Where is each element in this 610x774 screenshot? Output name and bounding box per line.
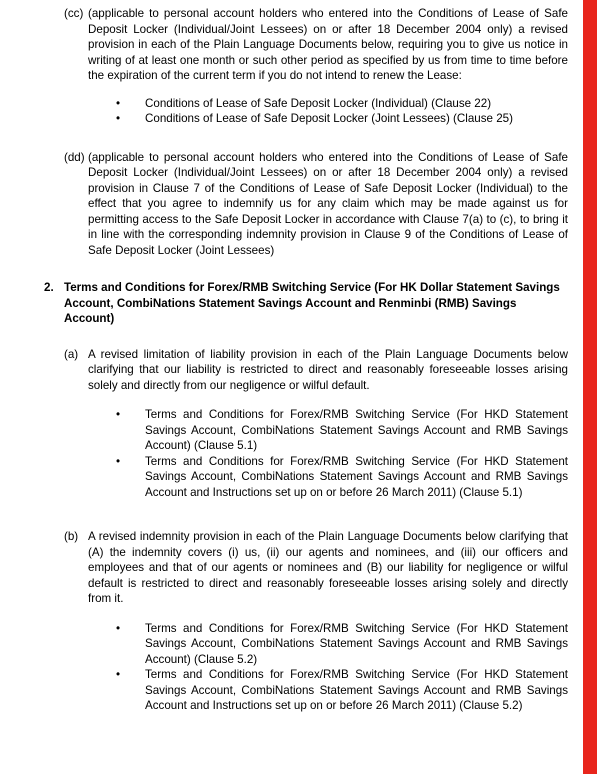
clause-marker: (a) <box>64 347 79 361</box>
bullet-icon: • <box>116 454 121 468</box>
page-accent-bar <box>583 0 597 774</box>
list-item <box>0 621 583 668</box>
document-content <box>0 6 583 728</box>
clause-cc <box>0 6 583 84</box>
clause-text: A revised indemnity provision in each of the Plain Language Documents below clarifying that (A) the indemnity covers (i) us, (ii) our agents and nominees, and (iii) our officers and employees and that of our agents or nominees and (B) our liability for negligence or wilful default is restricted to direct and reasonably foreseeable losses arising solely and directly from it. <box>88 530 568 605</box>
clause-text: A revised limitation of liability provision in each of the Plain Language Documents below clarifying that our liability is restricted to direct and reasonably foreseeable losses arising solely and directly from our negligence or wilful default. <box>88 347 568 392</box>
list-item-label: Terms and Conditions for Forex/RMB Switching Service (For HKD Statement Savings Account, CombiNations Statement Savings Account and RMB Savings Account and Instructions set up on or before 26 March 2011) (Clause 5.2) <box>145 668 568 712</box>
list-item <box>0 667 583 714</box>
section-title: Terms and Conditions for Forex/RMB Switching Service (For HK Dollar Statement Savings Account, CombiNations Statement Savings Account and Renminbi (RMB) Savings Account) <box>64 281 560 325</box>
spacer <box>0 514 583 529</box>
list-item-label: Conditions of Lease of Safe Deposit Locker (Joint Lessees) (Clause 25) <box>145 112 513 125</box>
clause-marker: (cc) <box>64 7 84 20</box>
section-number: 2. <box>44 281 54 294</box>
clause-b-bullet-list <box>0 621 583 714</box>
list-item <box>0 454 583 501</box>
clause-text: (applicable to personal account holders who entered into the Conditions of Lease of Safe Deposit Locker (Individual/Joint Lessees) on or after 18 December 2004 only) a revised provision in Clause 7 of the Conditions of Lease of Safe Deposit Locker (Individual) to the effect that you agree to indemnify us for any claim which may be made against us for permitting access to the Safe Deposit Locker in accordance with Clause 7(a) to (c), to bring it in line with the corresponding indemnity provision in Clause 9 of the Conditions of Lease of Safe Deposit Locker (Joint Lessees) <box>88 150 568 257</box>
spacer <box>0 141 583 150</box>
clause-cc-bullet-list <box>0 96 583 127</box>
clause-a <box>0 347 583 394</box>
bullet-icon: • <box>116 668 121 681</box>
clause-marker: (dd) <box>64 150 85 164</box>
list-item <box>0 407 583 454</box>
clause-dd <box>0 150 583 259</box>
bullet-icon: • <box>116 408 121 421</box>
clause-marker: (b) <box>64 530 79 543</box>
list-item-label: Terms and Conditions for Forex/RMB Switching Service (For HKD Statement Savings Account, CombiNations Statement Savings Account and RMB Savings Account and Instructions set up on or before 26 March 2011) (Clause 5.1) <box>145 454 568 499</box>
bullet-icon: • <box>116 112 121 125</box>
list-item-label: Terms and Conditions for Forex/RMB Switching Service (For HKD Statement Savings Account, CombiNations Statement Savings Account and RMB Savings Account) (Clause 5.2) <box>145 621 568 666</box>
section-heading <box>0 280 583 327</box>
clause-text: (applicable to personal account holders who entered into the Conditions of Lease of Safe Deposit Locker (Individual/Joint Lessees) on or after 18 December 2004 only) a revised provision in each of the Plain Language Documents below, requiring you to give us notice in writing of at least one month or such other period as specified by us from time to time before the expiration of the current term if you do not intend to renew the Lease: <box>88 7 568 82</box>
list-item-label: Terms and Conditions for Forex/RMB Switching Service (For HKD Statement Savings Account, CombiNations Statement Savings Account and RMB Savings Account) (Clause 5.1) <box>145 408 568 452</box>
bullet-icon: • <box>116 621 121 635</box>
list-item <box>0 96 583 112</box>
clause-a-bullet-list <box>0 407 583 500</box>
bullet-icon: • <box>116 96 121 110</box>
clause-b <box>0 529 583 607</box>
list-item-label: Conditions of Lease of Safe Deposit Locker (Individual) (Clause 22) <box>145 96 492 110</box>
list-item <box>0 111 583 127</box>
